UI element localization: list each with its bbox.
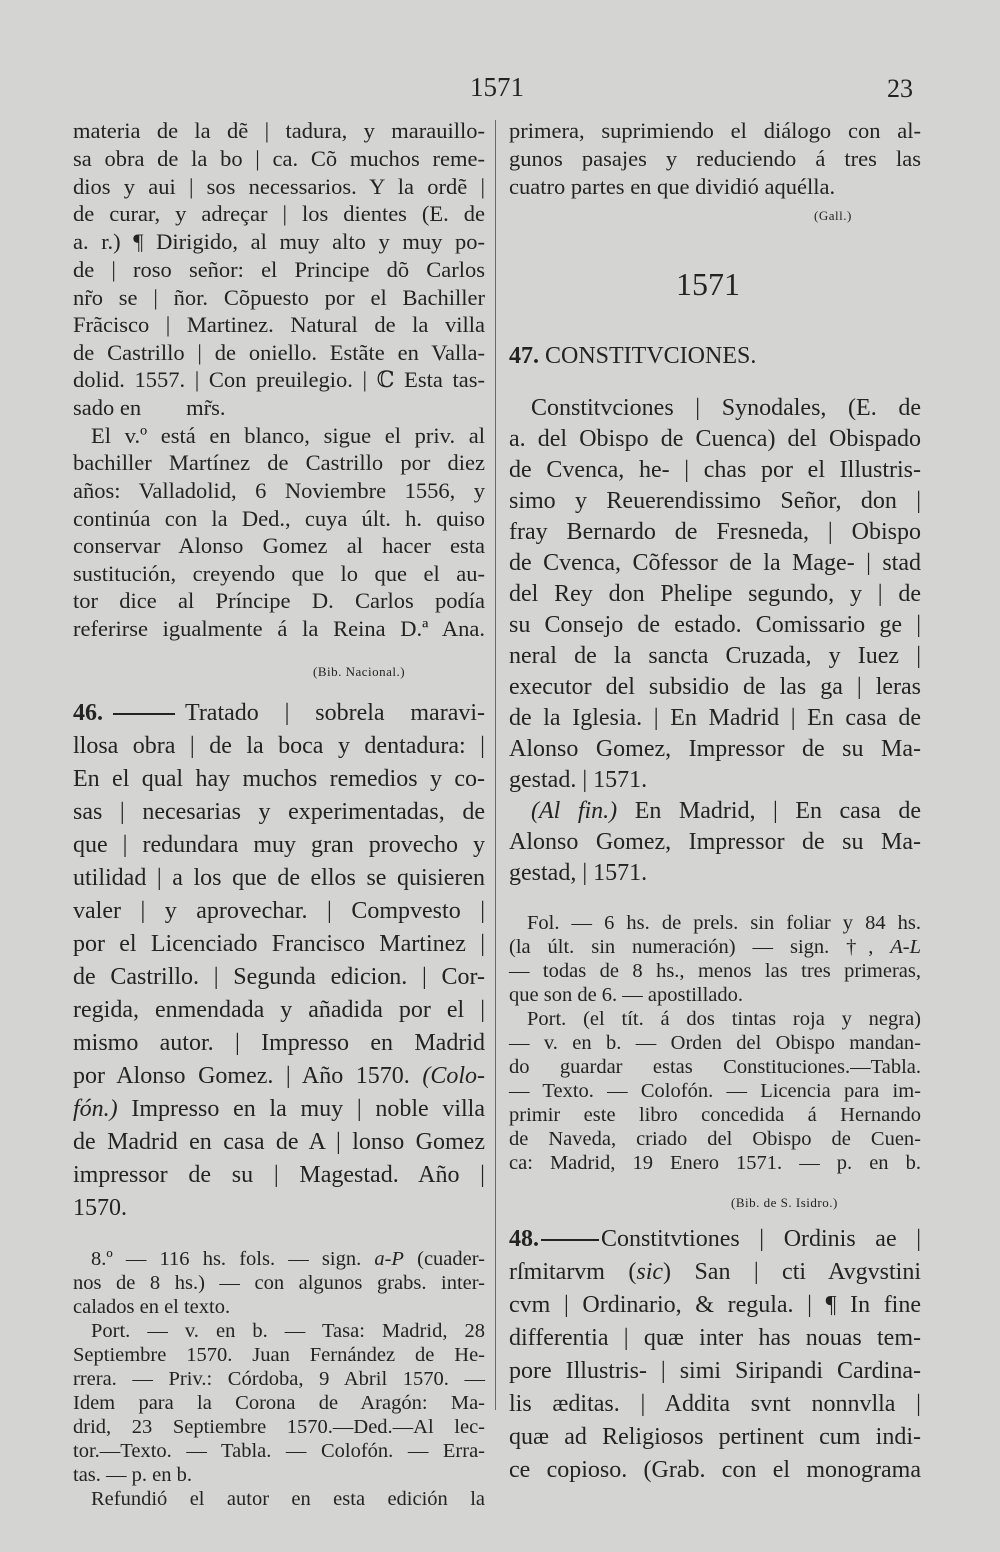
entry-number: 47.: [509, 343, 539, 369]
title-line: pore Illustris- | simi Siripandi Cardina-: [509, 1358, 921, 1384]
title-line: de Cvenca, Cõfessor de la Mage- | stad: [509, 550, 921, 576]
note-line: El v.º está en blanco, sigue el priv. al: [91, 423, 485, 448]
title-line: gestad. | 1571.: [509, 767, 648, 793]
description-line: tor.—Texto. — Tabla. — Colofón. — Erra-: [73, 1440, 485, 1462]
description-line: tas. — p. en b.: [73, 1464, 192, 1486]
text-span: En Madrid, | En casa de: [617, 798, 921, 824]
title-line: Constitvciones | Synodales, (E. de: [531, 395, 921, 421]
title-line: sas | necesarias y experimentadas, de: [73, 799, 485, 825]
library-source: (Bib. de S. Isidro.): [731, 1195, 838, 1210]
italic-text: a-P: [374, 1248, 404, 1270]
text-span: (la últ. sin numeración) — sign. †,: [509, 936, 891, 958]
entry-48-heading: [509, 1226, 921, 1253]
description-line: — todas de 8 hs., menos las tres primeras,: [509, 960, 921, 982]
text-line: dios y aui | sos necessarios. Y la ordẽ |: [73, 174, 485, 199]
title-line: executor del subsidio de las ga | leras: [509, 674, 921, 700]
note-line: continúa con la Ded., cuya últ. h. quiso: [73, 506, 485, 531]
title-line: de Castrillo. | Segunda edicion. | Cor-: [73, 964, 485, 990]
description-line: do guardar estas Constituciones.—Tabla.: [509, 1056, 921, 1078]
note-line: sustitución, creyendo que lo que el au-: [73, 561, 485, 586]
text-line: primera, suprimiendo el diálogo con al-: [509, 118, 921, 143]
text-line: de | roso señor: el Principe dõ Carlos: [73, 257, 485, 282]
title-line: Alonso Gomez, Impressor de su Ma-: [509, 736, 921, 762]
text-line: de Castrillo | de oniello. Estãte en Valla-: [73, 340, 485, 365]
title-line: simo y Reuerendissimo Señor, don |: [509, 488, 921, 514]
description-line: [509, 936, 921, 959]
library-source: (Bib. Nacional.): [313, 664, 406, 679]
title-line: mismo autor. | Impresso en Madrid: [73, 1030, 485, 1056]
title-line: regida, enmendada y añadida por el |: [73, 997, 485, 1023]
text-line: gunos pasajes y reduciendo á tres las: [509, 146, 921, 171]
title-line: [531, 798, 921, 825]
title-line: llosa obra | de la boca y dentadura: |: [73, 733, 485, 759]
text-span: (cuader-: [403, 1248, 485, 1270]
note-line: conservar Alonso Gomez al hacer esta: [73, 533, 485, 558]
description-line: Port. — v. en b. — Tasa: Madrid, 28: [91, 1320, 485, 1342]
italic-text: sic: [636, 1259, 664, 1285]
text-line: sa obra de la bo | ca. Cõ muchos reme-: [73, 146, 485, 171]
page-number: 23: [887, 74, 913, 103]
text-span: 8.º — 116 hs. fols. — sign.: [91, 1248, 375, 1270]
description-line: — Texto. — Colofón. — Licencia para im-: [509, 1080, 921, 1102]
description-line: — v. en b. — Orden del Obispo mandan-: [509, 1032, 921, 1054]
description-line: que son de 6. — apostillado.: [509, 984, 744, 1006]
note-line: referirse igualmente á la Reina D.ª Ana.: [73, 616, 485, 641]
entry-47-heading: [509, 343, 756, 370]
title-line: su Consejo de estado. Comissario ge |: [509, 612, 921, 638]
text-line: dolid. 1557. | Con preuilegio. | ℂ Esta tas-: [73, 367, 485, 392]
italic-text: (Al fin.): [531, 798, 618, 824]
text-span: ) San | cti Avgvstini: [663, 1259, 922, 1285]
title-dash: [541, 1239, 599, 1241]
title-line: En el qual hay muchos remedios y co-: [73, 766, 485, 792]
title-line: de Madrid en casa de A | lonso Gomez: [73, 1129, 485, 1155]
description-line: de Naveda, criado del Obispo de Cuen-: [509, 1128, 921, 1150]
title-line: a. del Obispo de Cuenca) del Obispado: [509, 426, 921, 452]
title-dash: [113, 713, 175, 715]
text-span: rſmitarvm (: [509, 1259, 637, 1285]
title-line: de Cvenca, he- | chas por el Illustris-: [509, 457, 921, 483]
entry-number: 46.: [73, 700, 103, 726]
description-line: nos de 8 hs.) — con algunos grabs. inter-: [73, 1272, 485, 1294]
text-span: Impresso en la muy | noble villa: [117, 1096, 485, 1122]
description-line: ca: Madrid, 19 Enero 1571. — p. en b.: [509, 1152, 921, 1174]
description-line: drid, 23 Septiembre 1570.—Ded.—Al lec-: [73, 1416, 485, 1438]
text-line: de curar, y adreçar | los dientes (E. de: [73, 201, 485, 226]
library-source: (Gall.): [814, 208, 852, 223]
description-line: Refundió el autor en esta edición la: [91, 1488, 485, 1510]
title-line: [509, 1259, 921, 1286]
title-line: Tratado | sobrela maravi-: [185, 700, 485, 726]
description-line: Port. (el tít. á dos tintas roja y negra): [527, 1008, 921, 1030]
entry-46-heading: [73, 700, 485, 727]
italic-text: (Colo-: [422, 1063, 485, 1089]
text-line: a. r.) ¶ Dirigido, al muy alto y muy po-: [73, 229, 485, 254]
title-line: del Rey don Phelipe segundo, y | de: [509, 581, 921, 607]
title-line: ce copioso. (Grab. con el monograma: [509, 1457, 921, 1483]
title-line: gestad, | 1571.: [509, 860, 648, 886]
text-span: por Alonso Gomez. | Año 1570.: [73, 1063, 423, 1089]
text-line: materia de la dẽ | tadura, y marauillo-: [73, 118, 485, 143]
title-line: que | redundara muy gran provecho y: [73, 832, 485, 858]
title-line: neral de la sancta Cruzada, y Iuez |: [509, 643, 921, 669]
title-line: quæ ad Religiosos pertinent cum indi-: [509, 1424, 921, 1450]
description-line: Septiembre 1570. Juan Fernández de He-: [73, 1344, 485, 1366]
text-line: sado en mr̃s.: [73, 395, 226, 420]
title-line: por el Licenciado Francisco Martinez |: [73, 931, 485, 957]
year-heading: 1571: [676, 266, 740, 302]
title-line: lis æditas. | Addita svnt nonnvlla |: [509, 1391, 921, 1417]
entry-number: 48.: [509, 1226, 539, 1252]
text-line: nr̃o se | ñor. Cõpuesto por el Bachiller: [73, 285, 485, 310]
title-line: differentia | quæ inter has nouas tem-: [509, 1325, 921, 1351]
italic-text: fón.): [73, 1096, 118, 1122]
note-line: bachiller Martínez de Castrillo por diez: [73, 450, 485, 475]
description-line: primir este libro concedida á Hernando: [509, 1104, 921, 1126]
title-line: cvm | Ordinario, & regula. | ¶ In fine: [509, 1292, 921, 1318]
title-line: de la Iglesia. | En Madrid | En casa de: [509, 705, 921, 731]
description-line: Idem para la Corona de Aragón: Ma-: [73, 1392, 485, 1414]
title-line: valer | y aprovechar. | Compvesto |: [73, 898, 485, 924]
text-line: cuatro partes en que dividió aquélla.: [509, 174, 836, 199]
description-line: rrera. — Priv.: Córdoba, 9 Abril 1570. —: [73, 1368, 485, 1390]
title-line: impressor de su | Magestad. Año |: [73, 1162, 485, 1188]
title-line: fray Bernardo de Fresneda, | Obispo: [509, 519, 921, 545]
note-line: tor dice al Príncipe D. Carlos podía: [73, 588, 485, 613]
running-header-year: 1571: [470, 72, 524, 102]
title-line: Alonso Gomez, Impressor de su Ma-: [509, 829, 921, 855]
description-line: Fol. — 6 hs. de prels. sin foliar y 84 hs.: [527, 912, 921, 934]
title-line: [73, 1063, 485, 1090]
description-line: calados en el texto.: [73, 1296, 231, 1318]
entry-title: CONSTITVCIONES.: [545, 343, 757, 369]
column-divider: [495, 120, 496, 1410]
note-line: años: Valladolid, 6 Noviembre 1556, y: [73, 478, 485, 503]
italic-text: A-L: [890, 936, 921, 958]
text-line: Frãcisco | Martinez. Natural de la villa: [73, 312, 485, 337]
title-line: 1570.: [73, 1195, 127, 1221]
title-line: utilidad | a los que de ellos se quisieren: [73, 865, 485, 891]
description-line: [91, 1248, 485, 1271]
title-line: Constitvtiones | Ordinis ae |: [601, 1226, 921, 1252]
title-line: [73, 1096, 485, 1123]
